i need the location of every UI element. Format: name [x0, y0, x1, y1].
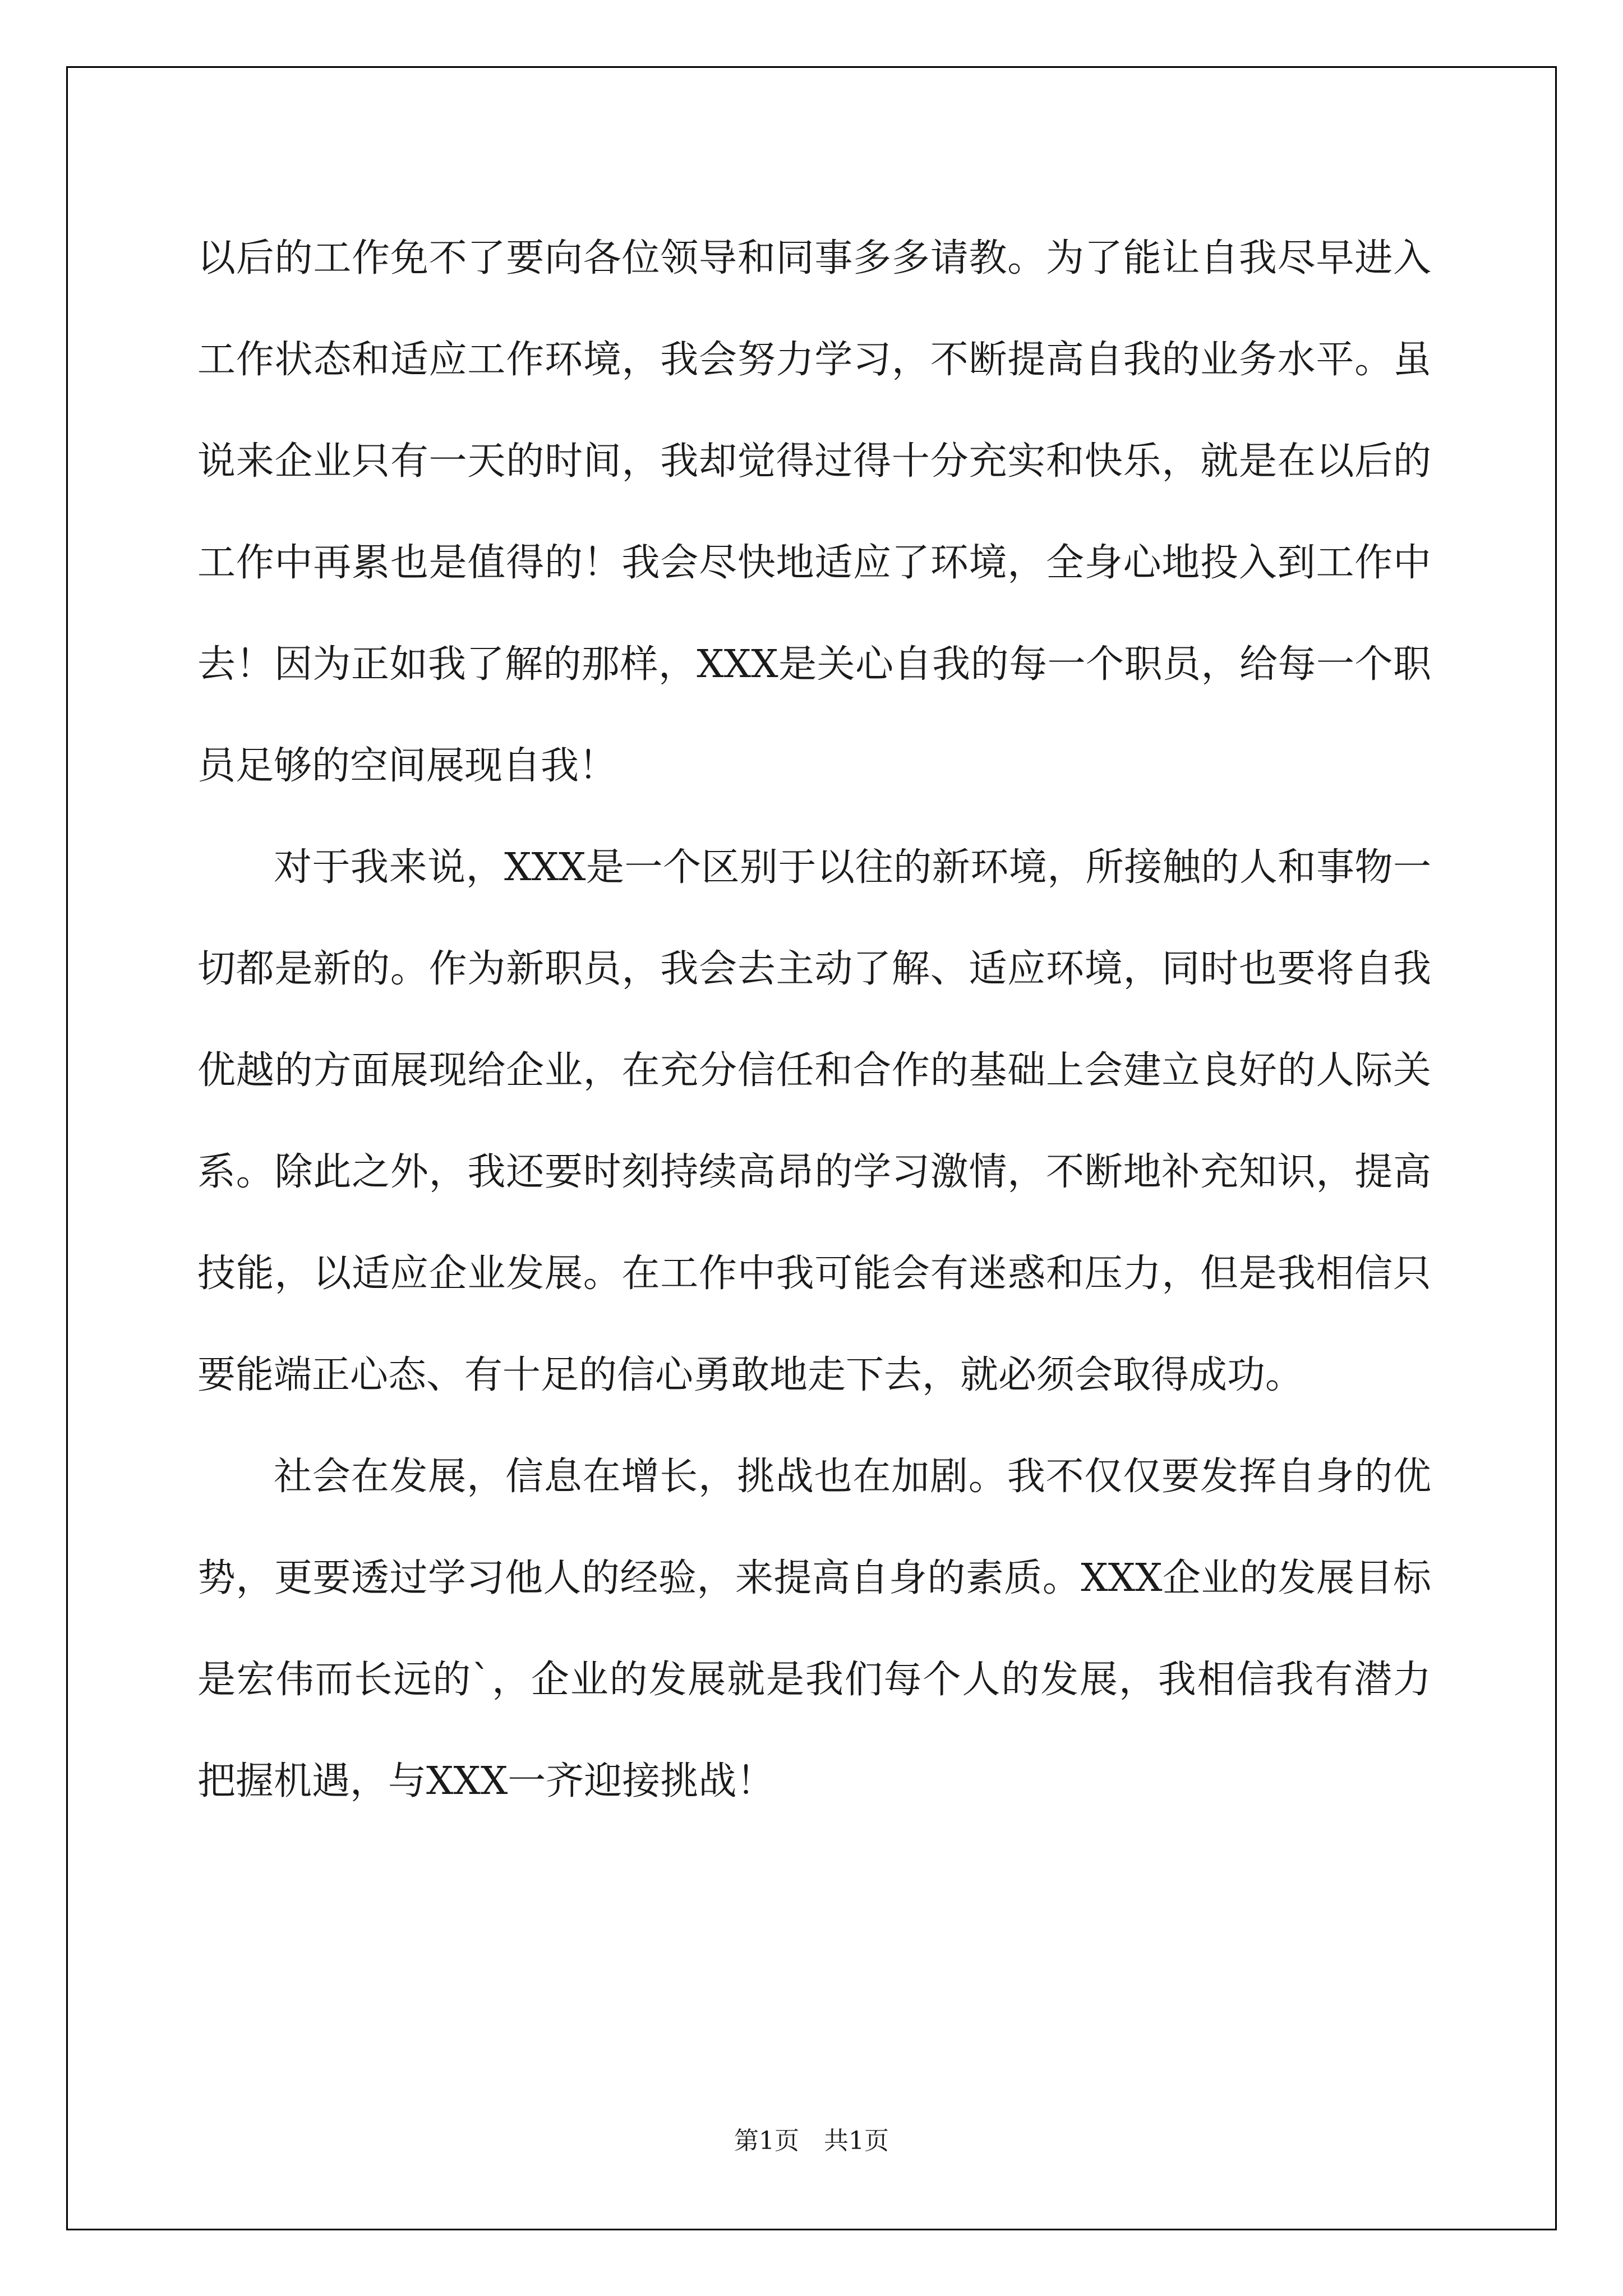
- paragraph-3: 社会在发展，信息在增长，挑战也在加剧。我不仅仅要发挥自身的优势，更要透过学习他人的经验，来提高自身的素质。XXX企业的发展目标是宏伟而长远的`，企业的发展就是我们每个人的发展，我相信我有潜力把握机遇，与XXX一齐迎接挑战！: [197, 1455, 1431, 1803]
- document-body: [197, 208, 1431, 1832]
- paragraph-2: 对于我来说，XXX是一个区别于以往的新环境，所接触的人和事物一切都是新的。作为新职员，我会去主动了解、适应环境，同时也要将自我优越的方面展现给企业，在充分信任和合作的基础上会建立良好的人际关系。除此之外，我还要时刻持续高昂的学习激情，不断地补充知识，提高技能，以适应企业发展。在工作中我可能会有迷惑和压力，但是我相信只要能端正心态、有十足的信心勇敢地走下去，就必须会取得成功。: [197, 845, 1431, 1397]
- paragraph-1: 以后的工作免不了要向各位领导和同事多多请教。为了能让自我尽早进入工作状态和适应工作环境，我会努力学习，不断提高自我的业务水平。虽说来企业只有一天的时间，我却觉得过得十分充实和快乐，就是在以后的工作中再累也是值得的！我会尽快地适应了环境，全身心地投入到工作中去！因为正如我了解的那样，XXX是关心自我的每一个职员，给每一个职员足够的空间展现自我！: [197, 236, 1431, 788]
- page-number-footer: 第1页 共1页: [734, 2127, 889, 2155]
